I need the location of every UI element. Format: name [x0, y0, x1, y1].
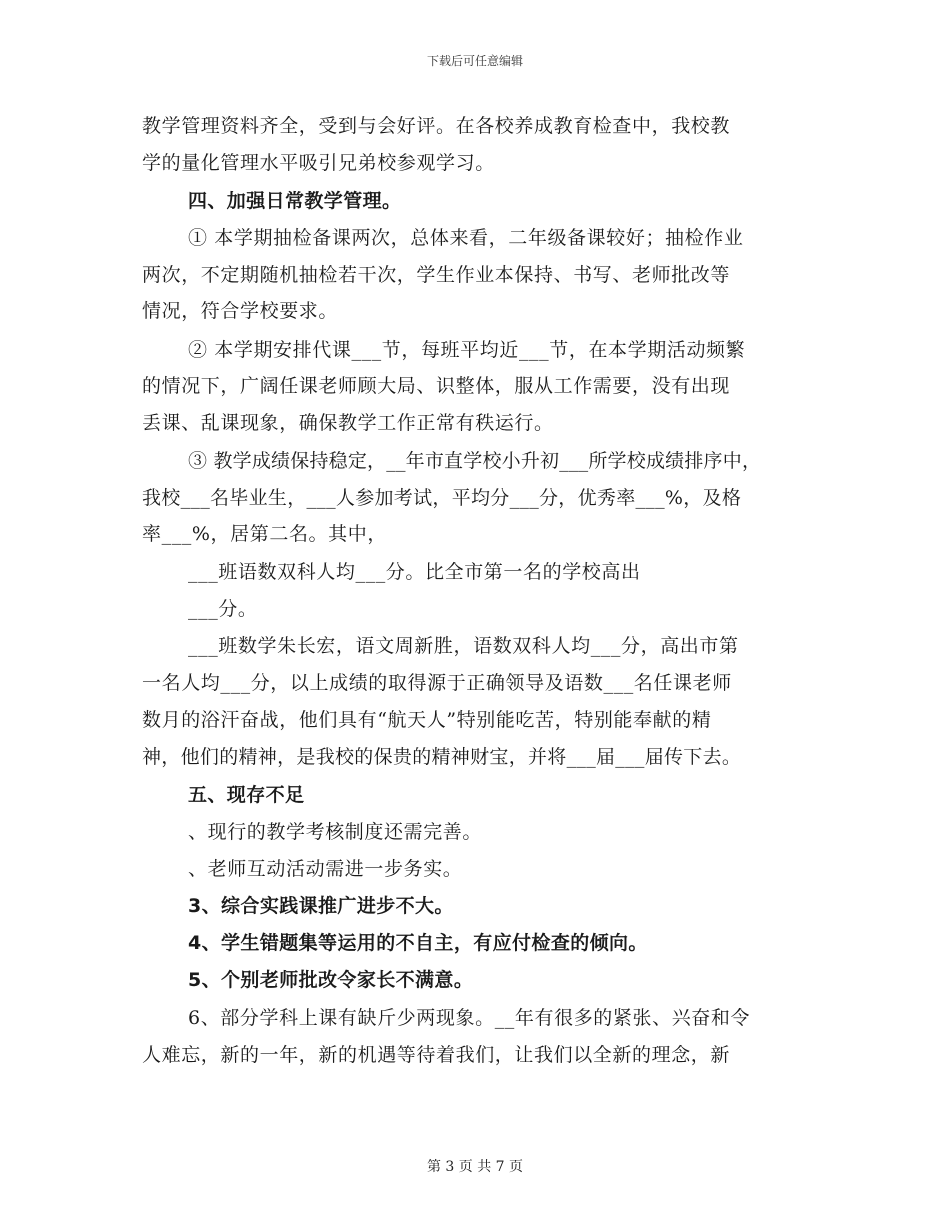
section-heading: 五、现存不足 [188, 784, 305, 806]
paragraph-line: 学的量化管理水平吸引兄弟校参观学习。 [142, 152, 495, 174]
paragraph-line: 情况，符合学校要求。 [142, 300, 339, 322]
list-item: 4、学生错题集等运用的不自主，有应付检查的倾向。 [188, 932, 648, 954]
section-heading: 四、加强日常教学管理。 [188, 190, 402, 212]
page-footer: 第 3 页 共 7 页 [426, 1159, 524, 1175]
paragraph-line: 率___%，居第二名。其中， [142, 523, 387, 545]
paragraph-line: ___班语数双科人均___分。比全市第一名的学校高出 [188, 561, 641, 583]
list-item: 3、综合实践课推广进步不大。 [188, 895, 454, 917]
paragraph-line: 神，他们的精神，是我校的保贵的精神财宝，并将___届___届传下去。 [142, 746, 742, 768]
paragraph-line: 的情况下，广阔任课老师顾大局、识整体，服从工作需要，没有出现 [142, 375, 731, 397]
paragraph-line: ___分。 [188, 598, 258, 620]
paragraph-line: 我校___名毕业生，___人参加考试，平均分___分，优秀率___%，及格 [142, 487, 742, 509]
list-item: 、现行的教学考核制度还需完善。 [188, 821, 483, 843]
paragraph-line: 人难忘，新的一年，新的机遇等待着我们，让我们以全新的理念，新 [142, 1044, 731, 1066]
list-item: 5、个别老师批改令家长不满意。 [188, 969, 474, 991]
list-item: 、老师互动活动需进一步务实。 [188, 858, 463, 880]
paragraph-line: 丢课、乱课现象，确保教学工作正常有秩运行。 [142, 412, 554, 434]
paragraph-line: ① 本学期抽检备课两次，总体来看，二年级备课较好；抽检作业 [188, 227, 744, 249]
paragraph-line: ③ 教学成绩保持稳定，__年市直学校小升初___所学校成绩排序中， [188, 450, 762, 472]
paragraph-line: ___班数学朱长宏，语文周新胜，语数双科人均___分，高出市第 [188, 635, 739, 657]
paragraph-line: ② 本学期安排代课___节，每班平均近___节，在本学期活动频繁 [188, 339, 746, 361]
page-header: 下载后可任意编辑 [426, 54, 523, 68]
paragraph-line: 数月的浴汗奋战，他们具有“航天人”特别能吃苦，特别能奉献的精 [142, 709, 712, 731]
paragraph-line: 教学管理资料齐全，受到与会好评。在各校养成教育检查中，我校教 [142, 115, 731, 137]
paragraph-line: 两次，不定期随机抽检若干次，学生作业本保持、书写、老师批改等 [142, 264, 731, 286]
paragraph-line: 一名人均___分，以上成绩的取得源于正确领导及语数___名任课老师 [142, 672, 732, 694]
paragraph-line: 6、部分学科上课有缺斤少两现象。__年有很多的紧张、兴奋和令 [188, 1007, 751, 1029]
